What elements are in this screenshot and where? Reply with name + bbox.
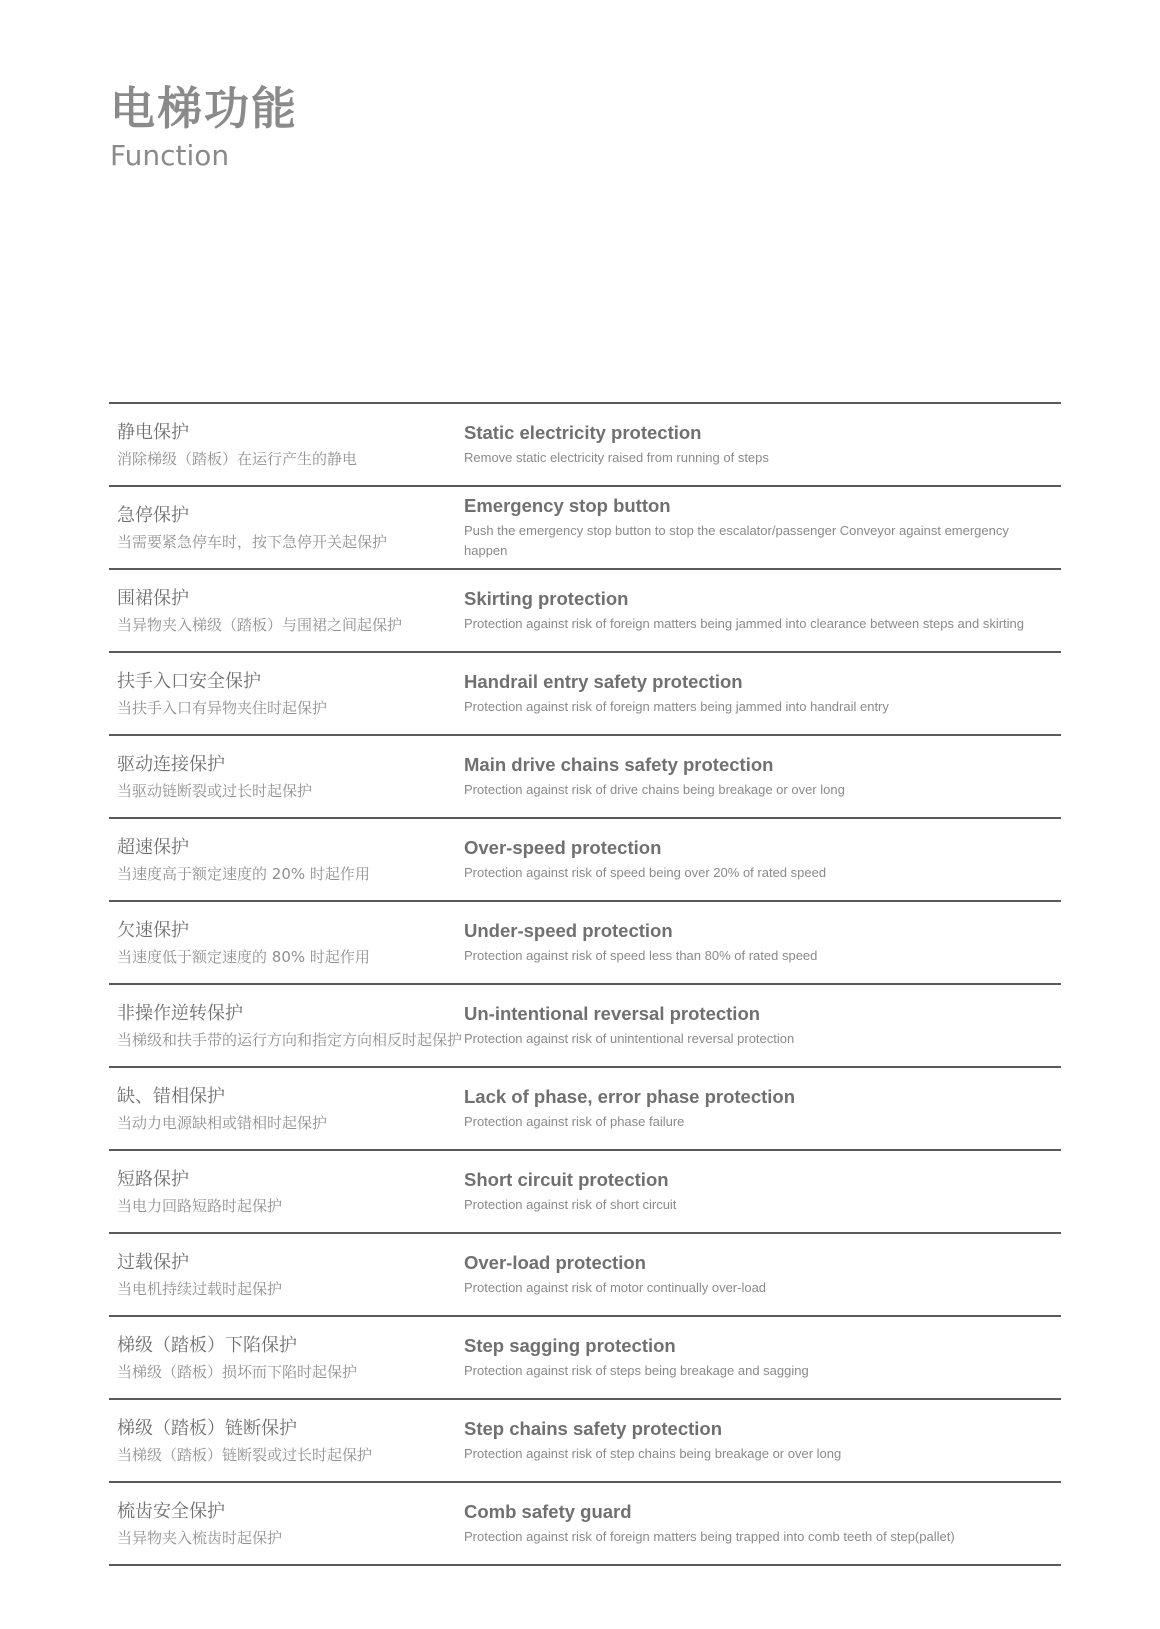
row-en-desc: Remove static electricity raised from running of steps (464, 450, 769, 465)
row-en-title: Short circuit protection (464, 1169, 669, 1190)
row-cn-title: 急停保护 (117, 504, 189, 526)
row-cn-title: 梯级（踏板）链断保护 (117, 1417, 297, 1439)
row-en-title: Step sagging protection (464, 1335, 676, 1356)
row-en-title: Step chains safety protection (464, 1418, 723, 1439)
row-en-cell (464, 1234, 1061, 1315)
row-en-title: Over-speed protection (464, 837, 662, 858)
row-cn-desc: 当速度低于额定速度的 80% 时起作用 (117, 947, 370, 966)
row-en-cell (464, 487, 1061, 568)
row-en-desc: Protection against risk of foreign matters being jammed into clearance between steps and skirting (464, 616, 1025, 631)
row-en-title: Over-load protection (464, 1252, 646, 1273)
row-en-desc: Protection against risk of unintentional reversal protection (464, 1031, 795, 1046)
row-en-desc: Protection against risk of motor continually over-load (464, 1280, 767, 1295)
row-cn-cell (109, 819, 464, 900)
row-cn-desc: 当电力回路短路时起保护 (117, 1196, 283, 1215)
row-en-cell (464, 570, 1061, 651)
row-cn-desc: 当扶手入口有异物夹住时起保护 (117, 698, 328, 717)
row-en-cell (464, 1317, 1061, 1398)
row-en-desc: Protection against risk of foreign matters being jammed into handrail entry (464, 699, 889, 714)
row-en-title: Comb safety guard (464, 1501, 632, 1522)
row-cn-desc: 当动力电源缺相或错相时起保护 (117, 1113, 328, 1132)
row-cn-cell (109, 902, 464, 983)
row-en-title: Un-intentional reversal protection (464, 1003, 761, 1024)
row-cn-title: 过载保护 (117, 1251, 189, 1273)
row-en-title: Handrail entry safety protection (464, 671, 743, 692)
row-en-desc: Protection against risk of speed being over 20% of rated speed (464, 865, 827, 880)
row-en-title: Main drive chains safety protection (464, 754, 774, 775)
row-en-title: Lack of phase, error phase protection (464, 1086, 796, 1107)
row-cn-cell (109, 1151, 464, 1232)
row-en-cell (464, 404, 1061, 485)
row-en-desc: Protection against risk of steps being breakage and sagging (464, 1363, 809, 1378)
row-cn-cell (109, 985, 464, 1066)
row-en-cell (464, 1400, 1061, 1481)
table-row (109, 1400, 1061, 1483)
row-en-cell (464, 1151, 1061, 1232)
row-cn-desc: 当异物夹入梯级（踏板）与围裙之间起保护 (117, 615, 403, 634)
table-row (109, 1483, 1061, 1566)
row-en-cell (464, 902, 1061, 983)
row-en-desc: Protection against risk of drive chains being breakage or over long (464, 782, 845, 797)
row-en-cell (464, 819, 1061, 900)
row-cn-title: 非操作逆转保护 (117, 1002, 243, 1024)
table-row (109, 1234, 1061, 1317)
function-table (109, 402, 1061, 1566)
row-en-title: Skirting protection (464, 588, 629, 609)
row-cn-title: 梳齿安全保护 (117, 1500, 225, 1522)
table-row (109, 487, 1061, 570)
row-cn-cell (109, 736, 464, 817)
row-cn-desc: 当异物夹入梳齿时起保护 (117, 1528, 283, 1547)
page-title-cn: 电梯功能 (110, 82, 299, 135)
table-row (109, 985, 1061, 1068)
row-cn-cell (109, 1400, 464, 1481)
row-en-cell (464, 985, 1061, 1066)
table-row (109, 1068, 1061, 1151)
row-cn-cell (109, 1317, 464, 1398)
table-row (109, 653, 1061, 736)
row-en-desc: Protection against risk of foreign matters being trapped into comb teeth of step(pallet) (464, 1529, 955, 1544)
row-en-desc: Push the emergency stop button to stop the escalator/passenger Conveyor against emergency happen (464, 523, 1009, 558)
row-en-desc: Protection against risk of step chains being breakage or over long (464, 1446, 842, 1461)
row-cn-cell (109, 1234, 464, 1315)
row-cn-title: 缺、错相保护 (117, 1085, 225, 1107)
row-cn-cell (109, 570, 464, 651)
row-cn-desc: 当梯级和扶手带的运行方向和指定方向相反时起保护 (117, 1030, 463, 1049)
page-header (110, 80, 298, 176)
table-row (109, 1151, 1061, 1234)
row-cn-title: 短路保护 (117, 1168, 189, 1190)
row-cn-cell (109, 404, 464, 485)
row-cn-title: 欠速保护 (117, 919, 189, 941)
row-cn-desc: 当速度高于额定速度的 20% 时起作用 (117, 864, 370, 883)
row-cn-desc: 当需要紧急停车时，按下急停开关起保护 (117, 532, 388, 551)
table-row (109, 404, 1061, 487)
row-en-title: Under-speed protection (464, 920, 673, 941)
row-cn-desc: 当驱动链断裂或过长时起保护 (117, 781, 313, 800)
row-en-cell (464, 1068, 1061, 1149)
table-row (109, 819, 1061, 902)
row-en-desc: Protection against risk of speed less than 80% of rated speed (464, 948, 818, 963)
row-cn-title: 静电保护 (117, 421, 189, 443)
row-cn-desc: 当电机持续过载时起保护 (117, 1279, 283, 1298)
table-row (109, 736, 1061, 819)
row-cn-title: 梯级（踏板）下陷保护 (117, 1334, 297, 1356)
row-cn-title: 围裙保护 (117, 587, 189, 609)
table-row (109, 902, 1061, 985)
row-en-title: Emergency stop button (464, 495, 671, 516)
table-row (109, 1317, 1061, 1400)
row-cn-title: 超速保护 (117, 836, 189, 858)
row-en-cell (464, 1483, 1061, 1564)
row-cn-desc: 消除梯级（踏板）在运行产生的静电 (117, 449, 358, 468)
row-cn-cell (109, 1483, 464, 1564)
page-title-en: Function (110, 139, 230, 172)
row-cn-title: 驱动连接保护 (117, 753, 225, 775)
row-en-cell (464, 653, 1061, 734)
row-en-desc: Protection against risk of phase failure (464, 1114, 685, 1129)
row-cn-cell (109, 1068, 464, 1149)
row-cn-title: 扶手入口安全保护 (117, 670, 261, 692)
row-cn-desc: 当梯级（踏板）损坏而下陷时起保护 (117, 1362, 358, 1381)
row-cn-desc: 当梯级（踏板）链断裂或过长时起保护 (117, 1445, 373, 1464)
table-row (109, 570, 1061, 653)
row-en-title: Static electricity protection (464, 422, 702, 443)
row-en-desc: Protection against risk of short circuit (464, 1197, 677, 1212)
row-cn-cell (109, 653, 464, 734)
row-cn-cell (109, 487, 464, 568)
row-en-cell (464, 736, 1061, 817)
